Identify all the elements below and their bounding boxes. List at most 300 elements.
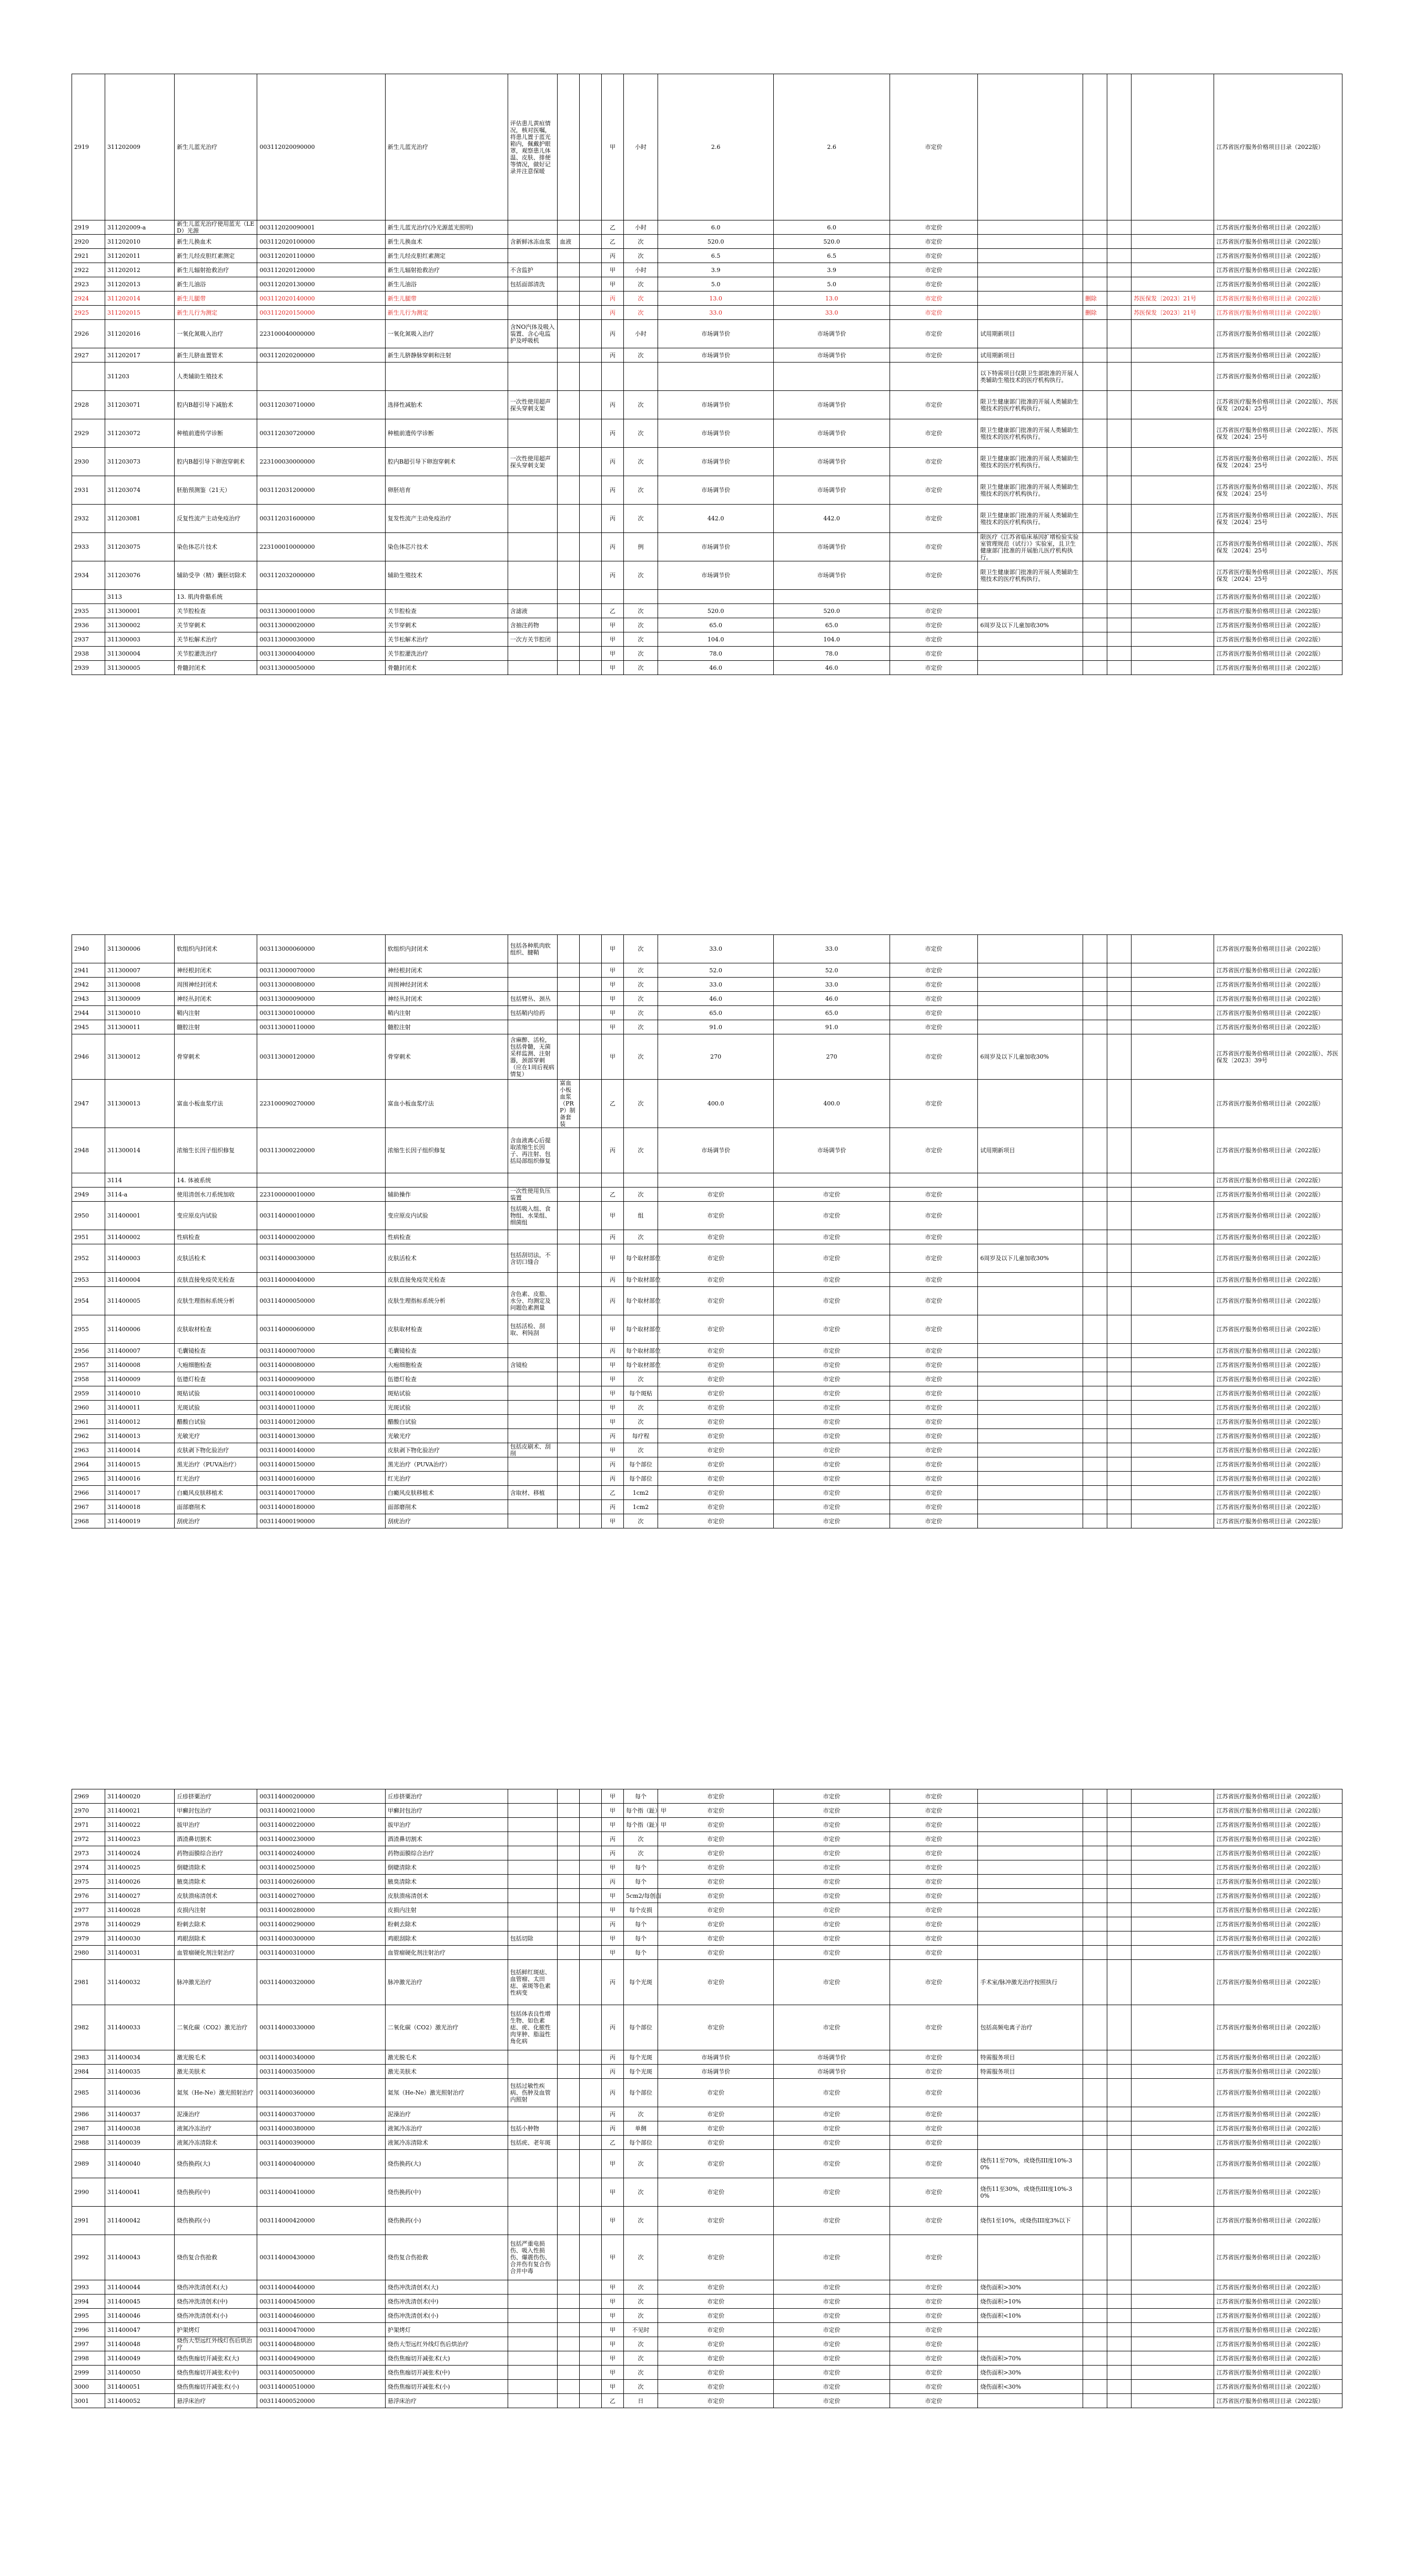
cell-policy-note (1132, 2107, 1214, 2121)
cell-price-b: 104.0 (774, 632, 890, 647)
table-row (72, 348, 1342, 363)
cell-unit: 次 (624, 476, 658, 505)
cell-content (508, 2065, 557, 2079)
cell-pricing: 市定价 (890, 1358, 978, 1372)
cell-seq: 2953 (72, 1273, 105, 1287)
cell-fin-name: 新生儿油浴 (385, 277, 508, 291)
cell-pricing: 市定价 (890, 963, 978, 978)
cell-source: 江苏省医疗服务价格项目目录（2022版） (1214, 1273, 1342, 1287)
cell-code: 311400032 (105, 1960, 174, 2005)
cell-exclusions (558, 1020, 580, 1034)
cell-source: 江苏省医疗服务价格项目目录（2022版） (1214, 1457, 1342, 1472)
cell-fin-name: 醋酸白试验 (385, 1415, 508, 1429)
cell-source: 江苏省医疗服务价格项目目录（2022版） (1214, 618, 1342, 632)
cell-code: 311202015 (105, 306, 174, 320)
cell-price-a: 市定价 (658, 2366, 774, 2380)
cell-unit-abbr (580, 1443, 602, 1457)
cell-unit: 小时 (624, 320, 658, 348)
cell-policy-note (1132, 1946, 1214, 1960)
cell-pricing: 市定价 (890, 1188, 978, 1202)
cell-source: 江苏省医疗服务价格项目目录（2022版） (1214, 1401, 1342, 1415)
cell-price-b: 市定价 (774, 1903, 890, 1917)
cell-price-b: 市定价 (774, 1832, 890, 1846)
cell-seq (72, 590, 105, 604)
cell-mark1 (1083, 1401, 1107, 1415)
cell-exclusions (558, 291, 580, 306)
cell-price-b: 市定价 (774, 1273, 890, 1287)
table-row (72, 1903, 1342, 1917)
cell-name: 13. 肌肉骨骼系统 (175, 590, 257, 604)
cell-name: 新生儿辐射抢救治疗 (175, 263, 257, 277)
cell-price-a: 65.0 (658, 618, 774, 632)
cell-mark2 (1107, 320, 1131, 348)
cell-pricing: 市定价 (890, 306, 978, 320)
cell-unit: 次 (624, 291, 658, 306)
cell-name: 皮肤取材检查 (175, 1315, 257, 1344)
cell-code: 3114 (105, 1173, 174, 1188)
cell-unit-abbr (580, 1818, 602, 1832)
cell-source: 江苏省医疗服务价格项目目录（2022版） (1214, 2295, 1342, 2309)
cell-unit-abbr (580, 661, 602, 675)
cell-seq: 2952 (72, 1244, 105, 1273)
cell-content: 包括体表良性增生物、如色素痣、疣、化脓性肉芽肿、脂溢性角化病 (508, 2005, 557, 2050)
cell-pricing: 市定价 (890, 1960, 978, 2005)
cell-price-a: 52.0 (658, 963, 774, 978)
cell-unit: 次 (624, 935, 658, 963)
cell-code: 311400026 (105, 1875, 174, 1889)
cell-seq: 2944 (72, 1006, 105, 1020)
cell-fin-name: 液氮冷冻治疗 (385, 2121, 508, 2136)
cell-mark2 (1107, 291, 1131, 306)
cell-unit-abbr (580, 419, 602, 448)
cell-unit-abbr (580, 1020, 602, 1034)
cell-name: 面部磨削术 (175, 1500, 257, 1514)
cell-code: 311400031 (105, 1946, 174, 1960)
cell-fin-name: 皮肤活检术 (385, 1244, 508, 1273)
cell-seq: 2922 (72, 263, 105, 277)
cell-remark (978, 263, 1083, 277)
cell-mark1 (1083, 2136, 1107, 2150)
cell-name: 激光美肤术 (175, 2065, 257, 2079)
cell-fin-code: 003114000450000 (257, 2295, 385, 2309)
cell-mark2 (1107, 1415, 1131, 1429)
cell-class: 丙 (602, 2005, 624, 2050)
cell-name: 新生儿腿带 (175, 291, 257, 306)
cell-policy-note (1132, 1917, 1214, 1931)
cell-code: 311202014 (105, 291, 174, 306)
cell-price-a: 市定价 (658, 1429, 774, 1443)
cell-class: 甲 (602, 661, 624, 675)
cell-mark1 (1083, 661, 1107, 675)
cell-source: 江苏省医疗服务价格项目目录（2022版） (1214, 2366, 1342, 2380)
cell-policy-note (1132, 1903, 1214, 1917)
cell-remark (978, 1386, 1083, 1401)
table-row (72, 1034, 1342, 1080)
cell-price-b: 市场调节价 (774, 2065, 890, 2079)
cell-pricing: 市定价 (890, 1804, 978, 1818)
table-row (72, 1006, 1342, 1020)
cell-mark2 (1107, 1457, 1131, 1472)
cell-unit-abbr (580, 2136, 602, 2150)
cell-seq: 2957 (72, 1358, 105, 1372)
cell-content: 含新鲜冰冻血浆 (508, 235, 557, 249)
cell-code: 311300010 (105, 1006, 174, 1020)
cell-remark (978, 1287, 1083, 1315)
cell-class: 丙 (602, 1875, 624, 1889)
cell-mark1 (1083, 2005, 1107, 2050)
cell-name: 烧伤复合伤抢救 (175, 2235, 257, 2280)
cell-mark2 (1107, 1202, 1131, 1230)
cell-mark1 (1083, 1946, 1107, 1960)
cell-unit-abbr (580, 1386, 602, 1401)
table-row (72, 978, 1342, 992)
cell-pricing: 市定价 (890, 1344, 978, 1358)
cell-price-b: 市定价 (774, 1372, 890, 1386)
cell-name: 药物面膜综合治疗 (175, 1846, 257, 1860)
cell-unit-abbr (580, 1500, 602, 1514)
cell-name: 粉刺去除术 (175, 1917, 257, 1931)
cell-class: 丙 (602, 2107, 624, 2121)
cell-fin-code: 003112020130000 (257, 277, 385, 291)
cell-remark (978, 1443, 1083, 1457)
table-row (72, 1931, 1342, 1946)
cell-unit: 次 (624, 277, 658, 291)
cell-source: 江苏省医疗服务价格项目目录（2022版） (1214, 1860, 1342, 1875)
cell-name: 甲癣封包治疗 (175, 1804, 257, 1818)
table-row (72, 1188, 1342, 1202)
cell-source: 江苏省医疗服务价格项目目录（2022版） (1214, 590, 1342, 604)
cell-seq: 2987 (72, 2121, 105, 2136)
cell-seq: 2930 (72, 448, 105, 476)
cell-policy-note (1132, 263, 1214, 277)
cell-price-b (774, 363, 890, 391)
cell-pricing: 市定价 (890, 1889, 978, 1903)
cell-remark (978, 935, 1083, 963)
cell-seq: 2986 (72, 2107, 105, 2121)
cell-source: 江苏省医疗服务价格项目目录（2022版） (1214, 1080, 1342, 1128)
cell-unit-abbr (580, 1244, 602, 1273)
cell-exclusions (558, 391, 580, 419)
cell-unit: 次 (624, 2337, 658, 2351)
cell-fin-name: 酒渣鼻切割术 (385, 1832, 508, 1846)
cell-remark (978, 1875, 1083, 1889)
cell-unit-abbr (580, 2235, 602, 2280)
cell-unit (624, 590, 658, 604)
cell-exclusions (558, 1789, 580, 1804)
cell-price-b: 市定价 (774, 1202, 890, 1230)
cell-pricing: 市定价 (890, 1020, 978, 1034)
cell-exclusions (558, 2351, 580, 2366)
cell-pricing: 市定价 (890, 391, 978, 419)
cell-seq: 2971 (72, 1818, 105, 1832)
cell-content: 包括切除 (508, 1931, 557, 1946)
cell-unit-abbr (580, 363, 602, 391)
cell-seq: 2925 (72, 306, 105, 320)
cell-name: 皮肤直接免疫荧光检查 (175, 1273, 257, 1287)
cell-content: 一次性使用负压装置 (508, 1188, 557, 1202)
cell-exclusions (558, 1457, 580, 1472)
cell-exclusions (558, 2178, 580, 2207)
table-row (72, 1875, 1342, 1889)
cell-mark2 (1107, 1006, 1131, 1020)
cell-seq: 2943 (72, 992, 105, 1006)
cell-unit-abbr (580, 632, 602, 647)
cell-exclusions (558, 2366, 580, 2380)
cell-unit: 5cm2/每创面 (624, 1889, 658, 1903)
cell-content (508, 2050, 557, 2065)
cell-unit: 单侧 (624, 2121, 658, 2136)
cell-fin-code: 003114000060000 (257, 1315, 385, 1344)
cell-exclusions (558, 2323, 580, 2337)
table-row (72, 2150, 1342, 2178)
cell-mark2 (1107, 647, 1131, 661)
cell-unit: 日 (624, 2394, 658, 2408)
cell-mark2 (1107, 2121, 1131, 2136)
cell-class: 丙 (602, 1500, 624, 1514)
cell-mark2 (1107, 235, 1131, 249)
cell-content (508, 291, 557, 306)
cell-source: 江苏省医疗服务价格项目目录（2022版） (1214, 1358, 1342, 1372)
price-table-block-2 (72, 934, 1342, 1528)
cell-exclusions (558, 505, 580, 533)
cell-unit: 次 (624, 632, 658, 647)
cell-source: 江苏省医疗服务价格项目目录（2022版） (1214, 348, 1342, 363)
cell-source: 江苏省医疗服务价格项目目录（2022版） (1214, 2380, 1342, 2394)
cell-unit-abbr (580, 1486, 602, 1500)
cell-source: 江苏省医疗服务价格项目目录（2022版） (1214, 1500, 1342, 1514)
cell-mark2 (1107, 1889, 1131, 1903)
cell-price-b: 市定价 (774, 2235, 890, 2280)
cell-source: 江苏省医疗服务价格项目目录（2022版） (1214, 1472, 1342, 1486)
cell-fin-name: 拔甲治疗 (385, 1818, 508, 1832)
table-row (72, 249, 1342, 263)
table-row (72, 533, 1342, 561)
cell-fin-name: 皮肤直接免疫荧光检查 (385, 1273, 508, 1287)
cell-seq: 2974 (72, 1860, 105, 1875)
cell-unit-abbr (580, 1903, 602, 1917)
cell-policy-note (1132, 2065, 1214, 2079)
cell-price-b: 市定价 (774, 2366, 890, 2380)
cell-policy-note (1132, 1006, 1214, 1020)
cell-price-b: 6.5 (774, 249, 890, 263)
cell-price-a: 5.0 (658, 277, 774, 291)
cell-seq: 2970 (72, 1804, 105, 1818)
cell-source: 江苏省医疗服务价格项目目录（2022版） (1214, 978, 1342, 992)
cell-code: 311300006 (105, 935, 174, 963)
cell-name: 新生儿油浴 (175, 277, 257, 291)
cell-policy-note (1132, 363, 1214, 391)
cell-exclusions (558, 2107, 580, 2121)
cell-policy-note (1132, 2351, 1214, 2366)
cell-unit: 次 (624, 978, 658, 992)
cell-policy-note (1132, 1860, 1214, 1875)
cell-unit: 每个取材部位 (624, 1358, 658, 1372)
cell-seq: 2978 (72, 1917, 105, 1931)
cell-code: 311400040 (105, 2150, 174, 2178)
cell-code: 311202009-a (105, 220, 174, 235)
cell-unit: 次 (624, 2380, 658, 2394)
cell-price-a: 市定价 (658, 2309, 774, 2323)
cell-class: 甲 (602, 1789, 624, 1804)
cell-remark: 烧伤面积<30% (978, 2380, 1083, 2394)
cell-exclusions (558, 1889, 580, 1903)
cell-fin-code: 003114000510000 (257, 2380, 385, 2394)
cell-exclusions (558, 348, 580, 363)
cell-seq: 2937 (72, 632, 105, 647)
cell-mark2 (1107, 1358, 1131, 1372)
cell-remark (978, 661, 1083, 675)
cell-policy-note (1132, 1173, 1214, 1188)
cell-content: 一次方关节腔闭 (508, 632, 557, 647)
cell-name: 护架烤灯 (175, 2323, 257, 2337)
cell-unit: 次 (624, 235, 658, 249)
cell-unit-abbr (580, 2050, 602, 2065)
cell-seq: 2920 (72, 235, 105, 249)
cell-mark2 (1107, 2079, 1131, 2107)
cell-exclusions (558, 448, 580, 476)
cell-code: 311202009 (105, 74, 174, 220)
cell-fin-code: 003113000100000 (257, 1006, 385, 1020)
cell-unit: 小时 (624, 220, 658, 235)
cell-pricing: 市定价 (890, 2394, 978, 2408)
cell-mark1 (1083, 1372, 1107, 1386)
cell-fin-name: 光斑试验 (385, 1401, 508, 1415)
cell-mark1 (1083, 1244, 1107, 1273)
cell-seq: 2932 (72, 505, 105, 533)
cell-content: 含抽注药物 (508, 618, 557, 632)
cell-exclusions (558, 590, 580, 604)
cell-content (508, 978, 557, 992)
cell-content (508, 2178, 557, 2207)
cell-exclusions (558, 2380, 580, 2394)
cell-remark: 烧伤面积<10% (978, 2309, 1083, 2323)
cell-mark2 (1107, 1846, 1131, 1860)
cell-unit: 次 (624, 1034, 658, 1080)
cell-unit: 次 (624, 2295, 658, 2309)
cell-name: 烧伤换药(小) (175, 2207, 257, 2235)
cell-price-b: 市场调节价 (774, 1128, 890, 1173)
cell-source: 江苏省医疗服务价格项目目录（2022版）、苏医保发〔2024〕25号 (1214, 505, 1342, 533)
cell-mark1 (1083, 935, 1107, 963)
table-row (72, 263, 1342, 277)
cell-name: 种植前遗传学诊断 (175, 419, 257, 448)
cell-mark2 (1107, 2050, 1131, 2065)
cell-fin-code: 003114000090000 (257, 1372, 385, 1386)
cell-fin-name: 烧伤焦痂切开减张术(大) (385, 2351, 508, 2366)
cell-unit: 次 (624, 448, 658, 476)
cell-price-a: 市定价 (658, 1500, 774, 1514)
cell-class: 甲 (602, 1372, 624, 1386)
cell-class: 丙 (602, 1344, 624, 1358)
cell-exclusions (558, 1358, 580, 1372)
cell-mark1 (1083, 533, 1107, 561)
table-row (72, 604, 1342, 618)
cell-pricing: 市定价 (890, 476, 978, 505)
cell-pricing: 市定价 (890, 2178, 978, 2207)
cell-unit: 每个 (624, 1917, 658, 1931)
cell-seq: 2972 (72, 1832, 105, 1846)
cell-policy-note (1132, 2079, 1214, 2107)
cell-seq: 2965 (72, 1472, 105, 1486)
cell-unit: 次 (624, 1080, 658, 1128)
cell-fin-name: 烧伤冲洗清创术(大) (385, 2280, 508, 2295)
cell-pricing: 市定价 (890, 2207, 978, 2235)
cell-price-a: 520.0 (658, 604, 774, 618)
cell-price-a: 91.0 (658, 1020, 774, 1034)
cell-unit: 次 (624, 661, 658, 675)
cell-mark1 (1083, 476, 1107, 505)
cell-unit-abbr (580, 2280, 602, 2295)
cell-exclusions (558, 1315, 580, 1344)
cell-fin-code: 003113000070000 (257, 963, 385, 978)
cell-source: 江苏省医疗服务价格项目目录（2022版） (1214, 647, 1342, 661)
cell-name: 烧伤焦痂切开减张术(大) (175, 2351, 257, 2366)
cell-unit: 每个 (624, 1931, 658, 1946)
cell-code: 311400024 (105, 1846, 174, 1860)
cell-policy-note (1132, 1818, 1214, 1832)
cell-price-a: 市定价 (658, 1358, 774, 1372)
cell-fin-code: 003114000240000 (257, 1846, 385, 1860)
cell-pricing: 市定价 (890, 263, 978, 277)
cell-class: 甲 (602, 2337, 624, 2351)
cell-source: 江苏省医疗服务价格项目目录（2022版） (1214, 363, 1342, 391)
cell-fin-code: 223100090270000 (257, 1080, 385, 1128)
cell-policy-note (1132, 391, 1214, 419)
cell-content (508, 220, 557, 235)
cell-code: 3113 (105, 590, 174, 604)
cell-class: 甲 (602, 978, 624, 992)
cell-name: 悬浮床治疗 (175, 2394, 257, 2408)
cell-remark: 烧伤面积>30% (978, 2366, 1083, 2380)
cell-code: 311300007 (105, 963, 174, 978)
table-row (72, 1917, 1342, 1931)
cell-name: 人类辅助生殖技术 (175, 363, 257, 391)
cell-name: 性病检查 (175, 1230, 257, 1244)
cell-price-a: 市定价 (658, 2107, 774, 2121)
cell-pricing: 市定价 (890, 2065, 978, 2079)
cell-fin-name (385, 363, 508, 391)
cell-exclusions (558, 1832, 580, 1846)
cell-fin-name: 鸡眼刮除术 (385, 1931, 508, 1946)
cell-name: 皮肤溃疡清创术 (175, 1889, 257, 1903)
cell-price-a: 市定价 (658, 1917, 774, 1931)
cell-mark1 (1083, 2207, 1107, 2235)
cell-price-a: 市定价 (658, 2337, 774, 2351)
cell-class: 甲 (602, 2235, 624, 2280)
cell-price-b: 市定价 (774, 2079, 890, 2107)
cell-policy-note (1132, 1358, 1214, 1372)
table-row (72, 74, 1342, 220)
cell-unit: 1cm2 (624, 1500, 658, 1514)
cell-exclusions (558, 2235, 580, 2280)
cell-pricing: 市定价 (890, 1457, 978, 1472)
cell-mark2 (1107, 978, 1131, 992)
cell-unit: 次 (624, 1188, 658, 1202)
cell-fin-code: 003112031200000 (257, 476, 385, 505)
cell-price-a: 市定价 (658, 1946, 774, 1960)
cell-seq: 2948 (72, 1128, 105, 1173)
cell-class: 甲 (602, 2366, 624, 2380)
cell-content (508, 1946, 557, 1960)
cell-mark1 (1083, 1344, 1107, 1358)
cell-mark2 (1107, 348, 1131, 363)
cell-source: 江苏省医疗服务价格项目目录（2022版） (1214, 1287, 1342, 1315)
cell-unit: 每个 (624, 1875, 658, 1889)
cell-source: 江苏省医疗服务价格项目目录（2022版） (1214, 2050, 1342, 2065)
cell-mark2 (1107, 1080, 1131, 1128)
cell-price-b: 市定价 (774, 1472, 890, 1486)
cell-mark1 (1083, 220, 1107, 235)
